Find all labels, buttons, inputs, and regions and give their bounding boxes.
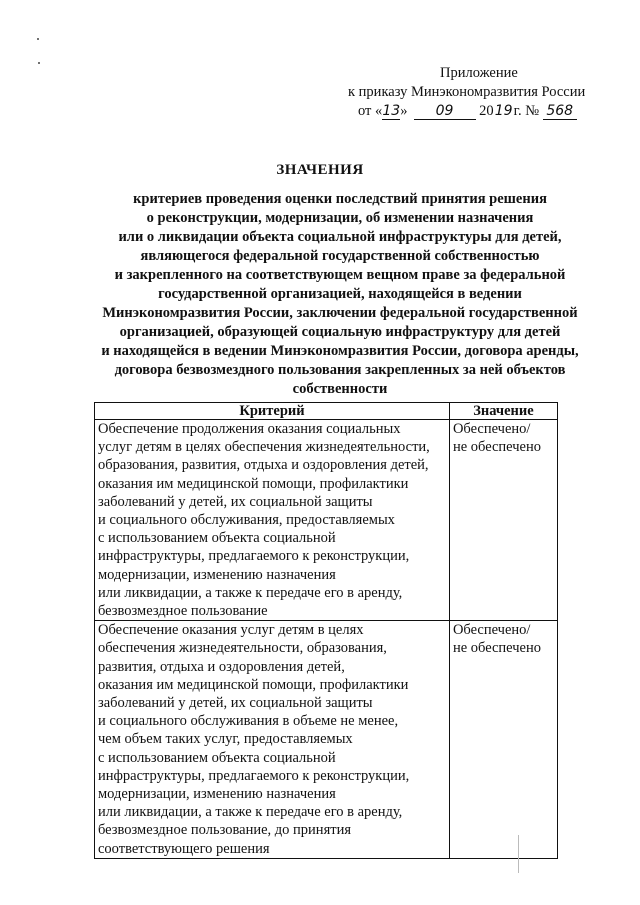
criterion-line: заболеваний у детей, их социальной защиты — [98, 493, 373, 510]
value-cell — [449, 621, 557, 859]
criterion-line: услуг детям в целях обеспечения жизнедеятельности, — [98, 439, 430, 456]
subtitle-line: государственной организацией, находящейся в ведении — [158, 286, 522, 302]
criterion-line: или ликвидации, а также к передаче его в аренду, — [98, 804, 403, 821]
scan-artifact-line — [518, 835, 519, 873]
subtitle-line: критериев проведения оценки последствий принятия решения — [133, 191, 547, 207]
subtitle-line: или о ликвидации объекта социальной инфраструктуры для детей, — [118, 229, 562, 245]
criterion-line: с использованием объекта социальной — [98, 530, 336, 547]
appendix-header — [320, 64, 620, 121]
appendix-order-ref: к приказу Минэкономразвития России — [348, 84, 586, 100]
criterion-line: и социального обслуживания, предоставляемых — [98, 512, 395, 529]
criterion-line: Обеспечение оказания услуг детям в целях — [98, 622, 364, 639]
value-line: Обеспечено/ — [452, 622, 531, 639]
appendix-label: Приложение — [440, 65, 518, 81]
criterion-line: обеспечения жизнедеятельности, образования, — [98, 640, 387, 657]
subtitle-line: собственности — [292, 381, 388, 397]
table-row — [95, 420, 558, 621]
criterion-line: соответствующего решения — [98, 840, 270, 857]
subtitle-line: Минэкономразвития России, заключении федеральной государственной — [102, 305, 578, 321]
criterion-line: заболеваний у детей, их социальной защиты — [98, 695, 373, 712]
date-day: 13 — [382, 103, 401, 119]
date-year-prefix: 20 — [479, 103, 494, 119]
criteria-table — [94, 402, 558, 859]
scan-speck — [37, 38, 39, 40]
criterion-line: инфраструктуры, предлагаемого к реконструкции, — [98, 767, 410, 784]
date-prefix: от « — [358, 103, 383, 119]
subtitle-line: и закрепленного на соответствующем вещном праве за федеральной — [114, 267, 566, 283]
table-row — [95, 621, 558, 859]
criterion-line: инфраструктуры, предлагаемого к реконструкции, — [98, 548, 410, 565]
subtitle-line: о реконструкции, модернизации, об изменении назначения — [146, 210, 534, 226]
criterion-line: модернизации, изменению назначения — [98, 566, 336, 583]
criterion-line: безвозмездное пользование, до принятия — [98, 822, 351, 839]
criterion-cell — [95, 420, 450, 621]
criterion-line: оказания им медицинской помощи, профилактики — [98, 676, 409, 693]
criterion-line: безвозмездное пользование — [98, 603, 268, 620]
criterion-line: и социального обслуживания в объеме не менее, — [98, 713, 399, 730]
date-month: 09 — [414, 103, 476, 120]
criterion-line: или ликвидации, а также к передаче его в аренду, — [98, 584, 403, 601]
date-year: 19 — [494, 103, 513, 119]
criterion-line: модернизации, изменению назначения — [98, 786, 336, 803]
subtitle-line: организацией, образующей социальную инфраструктуру для детей — [119, 324, 561, 340]
subtitle-line: и находящейся в ведении Минэкономразвития России, договора аренды, — [101, 343, 579, 359]
header-value: Значение — [449, 403, 557, 420]
date-day-close: » — [400, 103, 408, 119]
document-title: ЗНАЧЕНИЯ — [276, 162, 364, 178]
scan-speck — [38, 62, 40, 64]
criterion-line: образования, развития, отдыха и оздоровления детей, — [98, 457, 429, 474]
criterion-line: с использованием объекта социальной — [98, 749, 336, 766]
header-criterion: Критерий — [95, 403, 450, 420]
value-cell — [449, 420, 557, 621]
subtitle-line: договора безвозмездного пользования закрепленных за ней объектов — [114, 362, 566, 378]
order-number: 568 — [543, 103, 577, 120]
value-line: не обеспечено — [452, 640, 541, 657]
table-header-row — [95, 403, 558, 420]
criterion-line: развития, отдыха и оздоровления детей, — [98, 658, 345, 675]
value-line: Обеспечено/ — [452, 421, 531, 437]
order-number-prefix: г. № — [513, 103, 540, 119]
criterion-line: чем объем таких услуг, предоставляемых — [98, 731, 353, 748]
subtitle-line: являющегося федеральной государственной собственностью — [140, 248, 540, 264]
appendix-date-line — [320, 102, 620, 121]
value-line: не обеспечено — [452, 439, 541, 456]
document-subtitle — [60, 190, 620, 399]
criterion-line: Обеспечение продолжения оказания социальных — [98, 421, 401, 437]
criterion-cell — [95, 621, 450, 859]
criterion-line: оказания им медицинской помощи, профилактики — [98, 475, 409, 492]
